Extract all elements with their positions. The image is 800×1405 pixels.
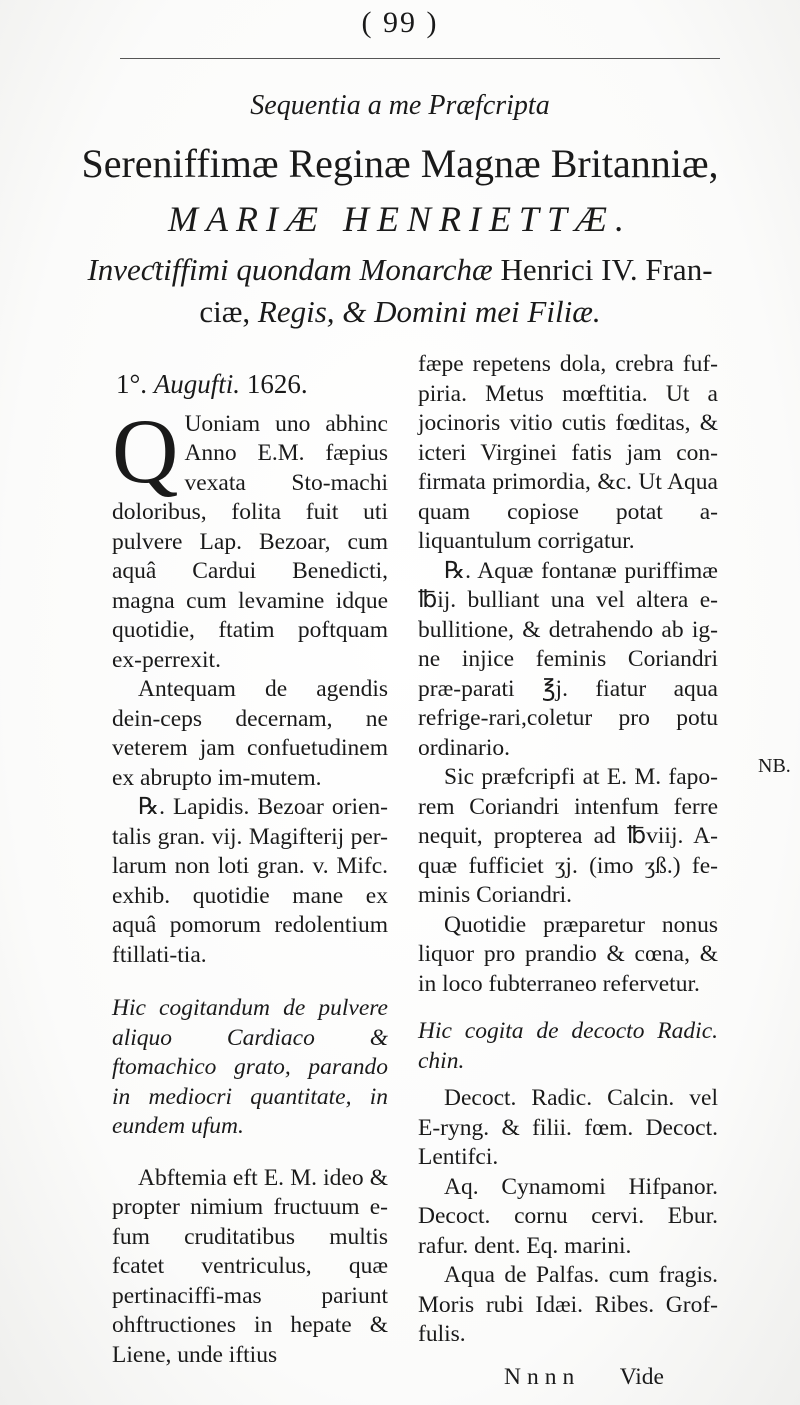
date-line bbox=[112, 370, 388, 400]
paragraph: ℞. Lapidis. Bezoar orien-talis gran. vij. Magifterij per-larum non loti gran. v. Mifc. exhib. quotidie mane ex aquâ pomorum redolentium ftillati-tia. bbox=[112, 794, 388, 968]
paragraph: Aq. Cynamomi Hifpanor. Decoct. cornu cervi. Ebur. rafur. dent. Eq. marini. bbox=[418, 1173, 718, 1259]
right-column bbox=[418, 350, 718, 1350]
paragraph: fæpe repetens dola, crebra fuf-piria. Metus mœftitia. Ut a jocinoris vitio cutis fœditas, & icteri Virginei fatis jam con-firmata primordia, &c. Ut Aqua quam copiose potat a-liquantulum corrigatur. bbox=[418, 351, 718, 554]
paragraph-text: Uoniam uno abhinc Anno E.M. fæpius vexata Sto-machi doloribus, folita fuit uti pulvere Lap. Bezoar, cum aquâ Cardui Benedicti, magna cum levamine idque quotidie, ftatim poftquam ex-perrexit. bbox=[112, 410, 388, 673]
catchword: Vide bbox=[619, 1364, 664, 1390]
paragraph: Abftemia eft E. M. ideo & propter nimium fructuum e-fum cruditatibus multis fcatet ventriculus, quæ pertinaciffi-mas pariunt ohftructiones in hepate & Liene, unde iftius bbox=[112, 1164, 388, 1368]
section-title: Sequentia a me Præfcripta bbox=[250, 90, 550, 121]
section-heading: Hic cogitandum de pulvere aliquo Cardiaco & ftomachico grato, parando in mediocri quantitate, in eundem ufum. bbox=[112, 995, 388, 1139]
lineage-italic: Inveƈtiffimi quondam Monarchæ bbox=[87, 252, 493, 287]
date-year: 1626. bbox=[246, 369, 308, 399]
header-rule bbox=[120, 58, 720, 59]
left-column bbox=[112, 370, 388, 1370]
paragraph: Sic præfcripfi at E. M. fapo-rem Coriandri intenfum ferre nequit, propterea ad ℔viij. A-quæ fufficiet ʒj. (imo ʒß.) fe-minis Coriandri. bbox=[418, 764, 718, 908]
paragraph: Decoct. Radic. Calcin. vel E-ryng. & filii. fœm. Decoct. Lentifci. bbox=[418, 1085, 718, 1170]
queen-title: Sereniffimæ Reginæ Magnæ Britanniæ, bbox=[81, 141, 719, 186]
catchword-line bbox=[504, 1364, 664, 1391]
paragraph: Aqua de Palfas. cum fragis. Moris rubi Idæi. Ribes. Grof-fulis. bbox=[418, 1262, 718, 1347]
lineage-line-1 bbox=[0, 252, 800, 288]
drop-cap: Q bbox=[112, 399, 179, 502]
paragraph: Quotidie præparetur nonus liquor pro prandio & cœna, & in loco fubterraneo refervetur. bbox=[418, 911, 718, 997]
page-number: ( 99 ) bbox=[361, 6, 439, 39]
margin-note: NB. bbox=[758, 755, 791, 777]
paragraph: ℞. Aquæ fontanæ puriffimæ ℔ij. bulliant una vel altera e-bullitione, & detrahendo ab ig-ne injice feminis Coriandri præ-parati ℥j. fiatur aqua refrige-rari,coletur pro potu ordinario. bbox=[418, 557, 718, 761]
lineage-italic-2: Regis, & Domini mei Filiæ. bbox=[257, 294, 601, 329]
lineage-roman: Henrici IV. Fran- bbox=[500, 252, 713, 287]
paragraph: Antequam de agendis dein-ceps decernam, ne veterem jam confuetudinem ex abrupto im-mutem. bbox=[112, 676, 388, 791]
queen-name: MARIÆ HENRIETTÆ. bbox=[168, 199, 632, 239]
date-prefix: 1°. bbox=[116, 369, 148, 399]
section-heading: Hic cogita de decocto Radic. chin. bbox=[418, 1018, 718, 1074]
signature-mark: Nnnn bbox=[504, 1364, 581, 1390]
lineage-line-2 bbox=[0, 294, 800, 330]
paragraph bbox=[112, 399, 388, 676]
lineage-roman-2: ciæ, bbox=[199, 294, 251, 329]
date-month: Augufti. bbox=[153, 369, 241, 399]
